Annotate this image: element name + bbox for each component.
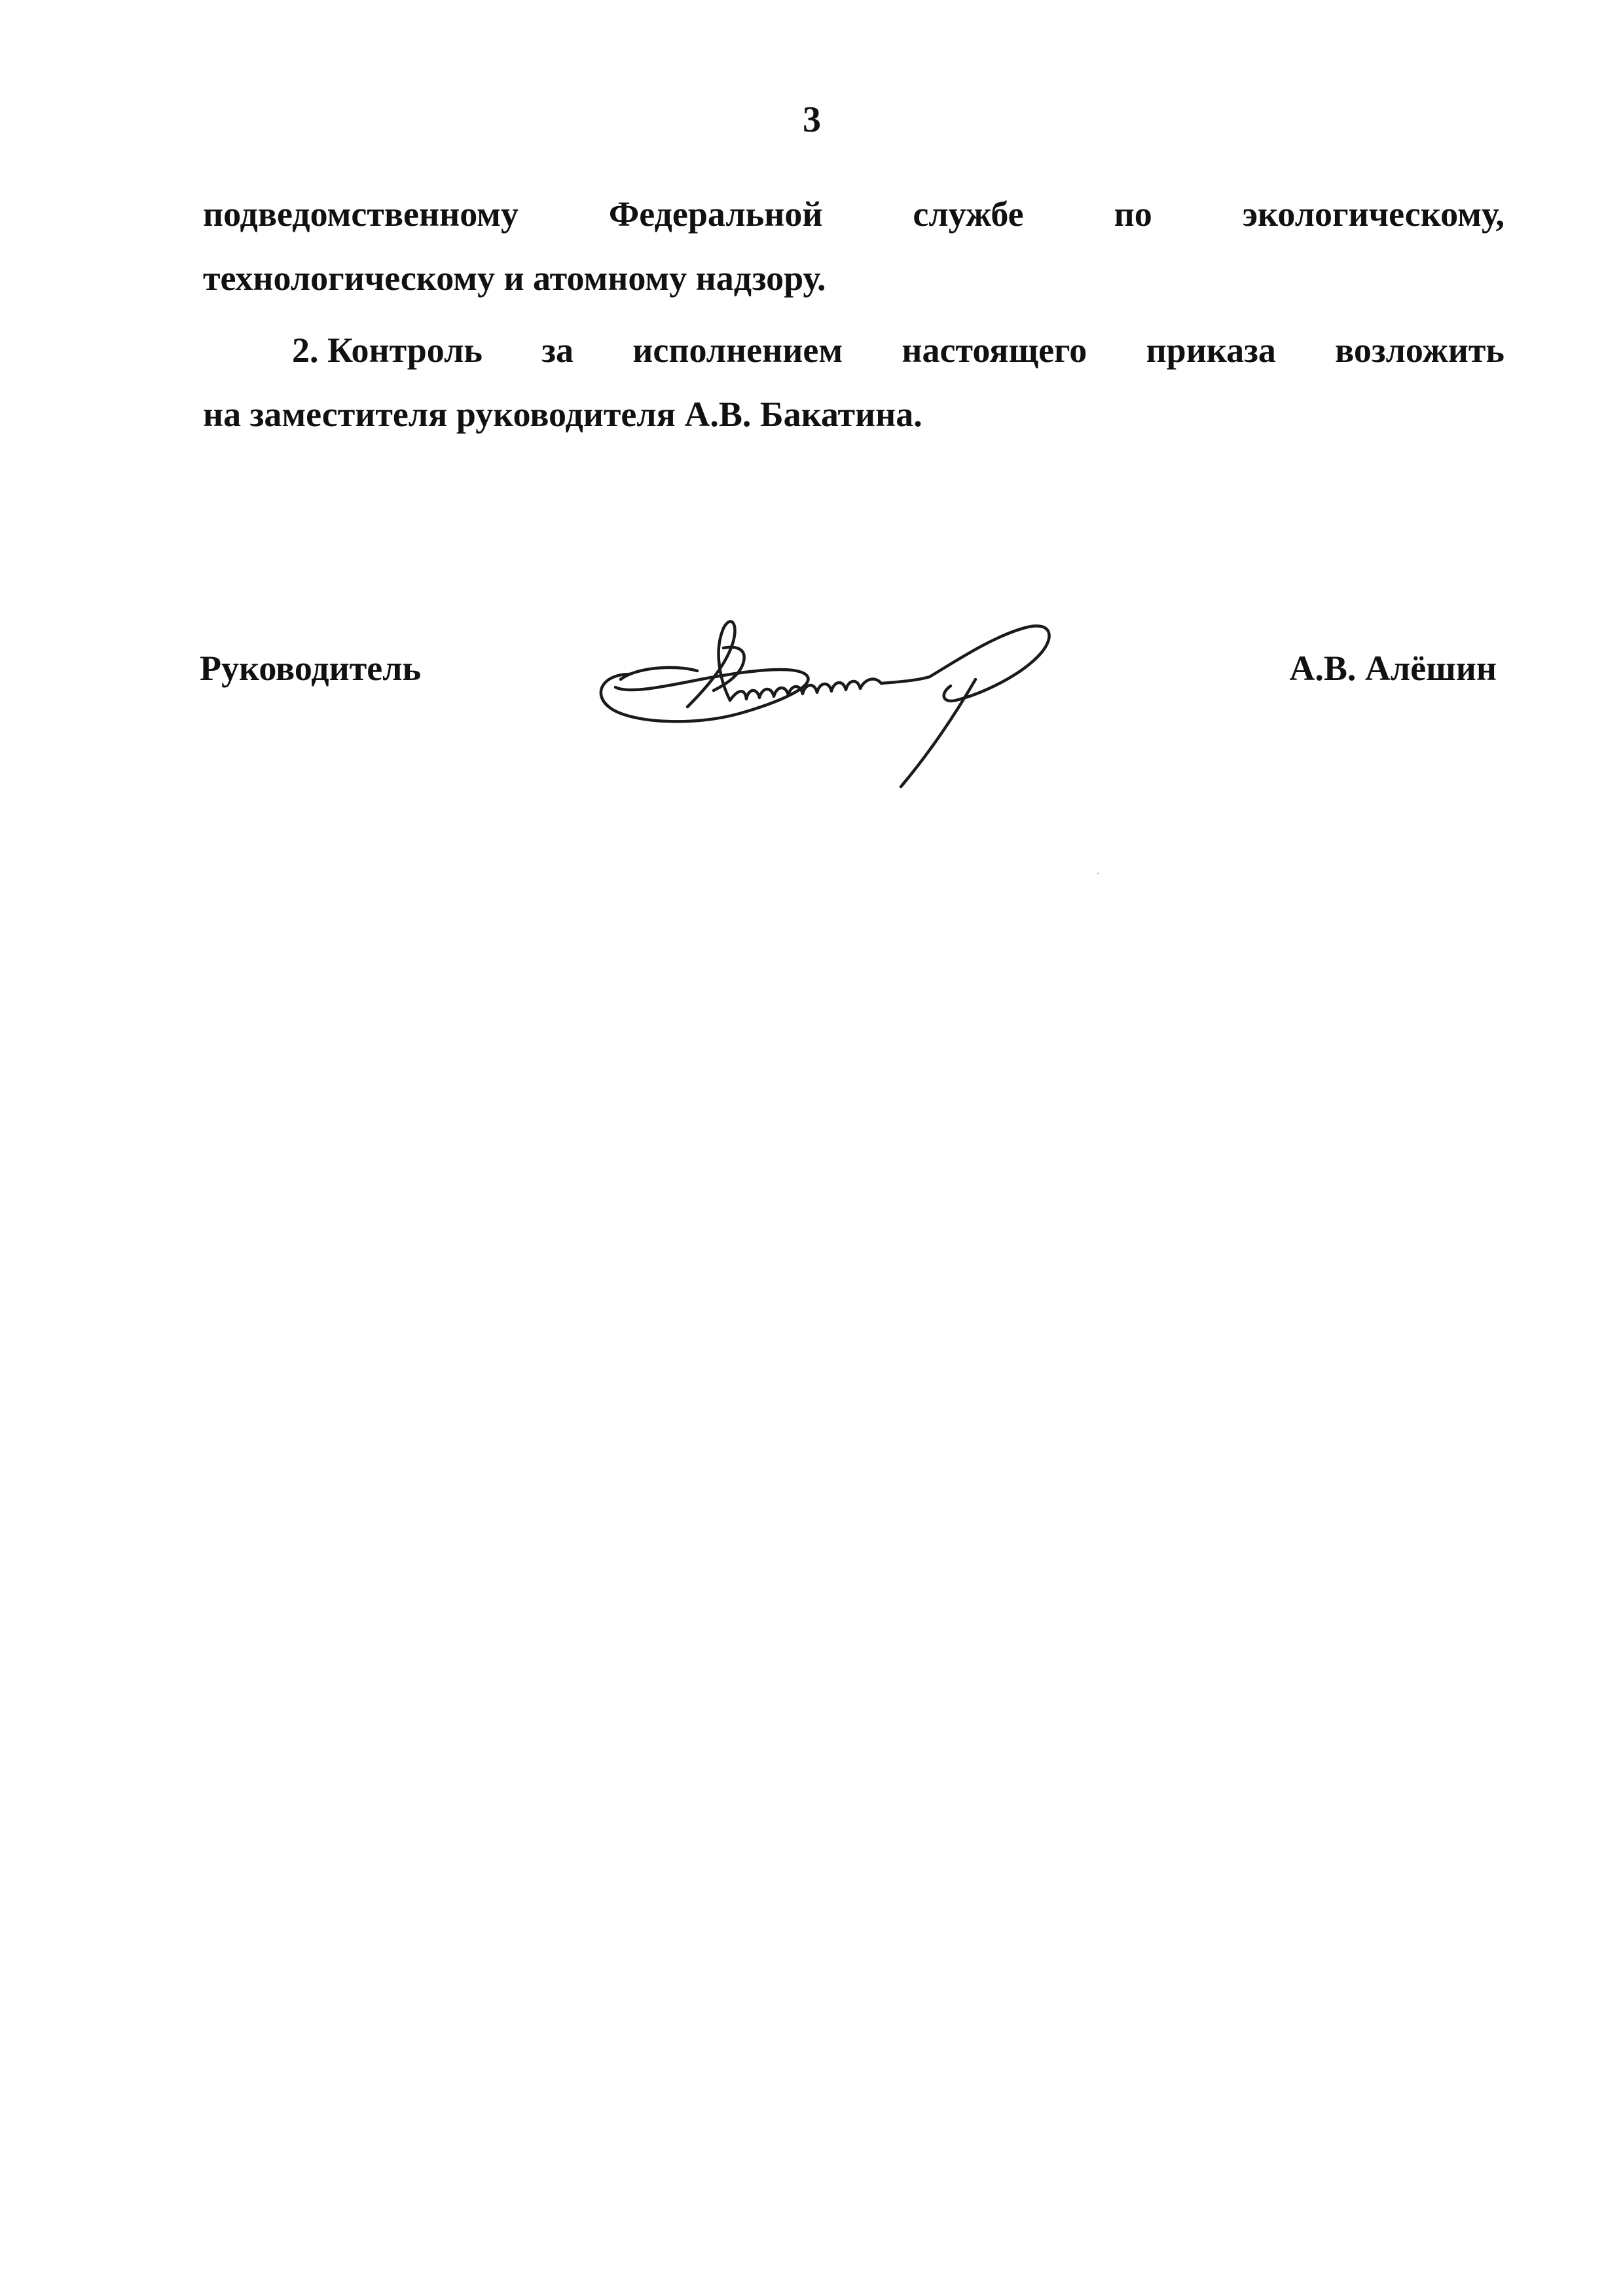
word: подведомственному: [203, 194, 519, 234]
page-number: 3: [803, 99, 821, 140]
word: экологическому,: [1242, 194, 1504, 234]
word: 2. Контроль: [292, 331, 483, 370]
word: настоящего: [902, 331, 1087, 370]
word: по: [1114, 194, 1152, 234]
paragraph-2-line-1: [203, 318, 1504, 382]
signer-title: Руководитель: [200, 649, 422, 688]
word: службе: [913, 194, 1024, 234]
word: исполнением: [632, 331, 843, 370]
scan-speck: [1097, 872, 1099, 874]
paragraph-2: [203, 318, 1504, 446]
word: приказа: [1146, 331, 1276, 370]
word: возложить: [1335, 331, 1504, 370]
paragraph-1-line-1: [203, 182, 1504, 246]
paragraph-1-line-2: технологическому и атомному надзору.: [203, 259, 826, 298]
handwritten-signature-icon: [589, 602, 1061, 792]
paragraph-2-line-2: на заместителя руководителя А.В. Бакатина.: [203, 395, 922, 434]
word: за: [541, 331, 574, 370]
signer-name: А.В. Алёшин: [1289, 649, 1497, 688]
paragraph-1: [203, 182, 1504, 310]
word: Федеральной: [608, 194, 823, 234]
